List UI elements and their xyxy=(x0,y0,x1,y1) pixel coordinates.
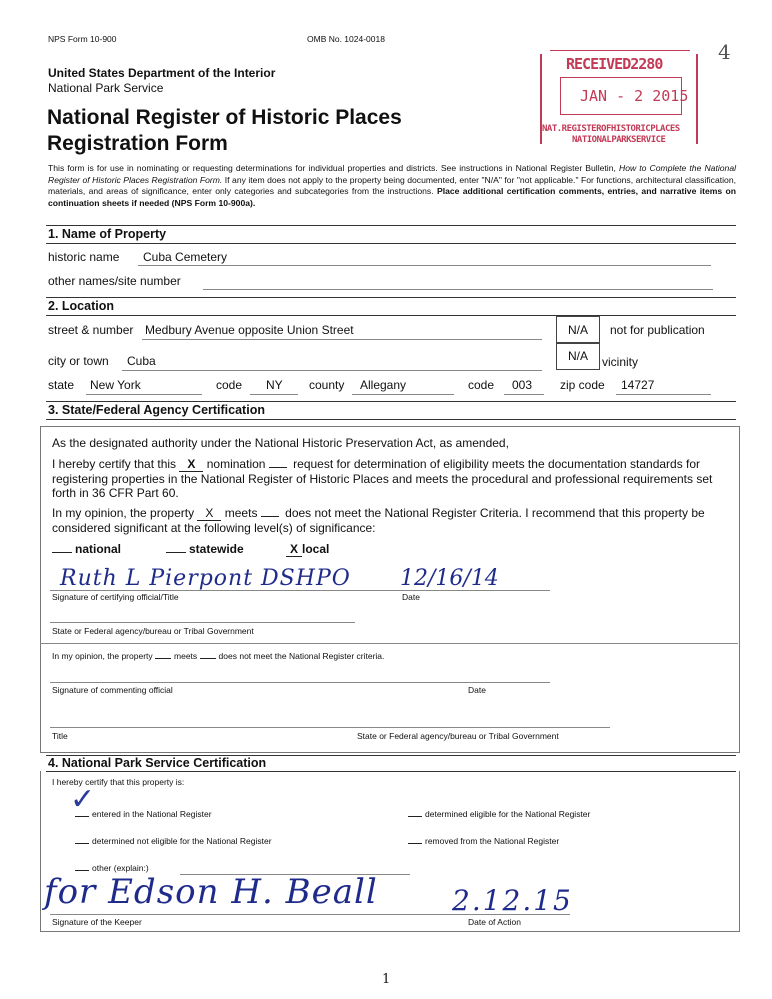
state-code-value: NY xyxy=(266,378,283,392)
not-eligible-blank xyxy=(75,843,89,844)
statewide-blank xyxy=(166,552,186,553)
eligible-blank xyxy=(408,816,422,817)
opinion2-paragraph xyxy=(52,651,384,661)
certifying-signature-line xyxy=(50,590,550,591)
opinion2-divider xyxy=(40,643,738,644)
commenting-signature-label: Signature of commenting official xyxy=(52,685,173,695)
option-not-eligible[interactable] xyxy=(75,836,272,846)
opinion2-text-b: meets xyxy=(174,651,198,661)
stamp-border-right xyxy=(696,54,698,144)
city-value: Cuba xyxy=(127,354,156,368)
section2-heading: 2. Location xyxy=(48,299,114,313)
opinion2-text-c: does not meet the National Register criteria. xyxy=(218,651,385,661)
intro-bold: Place additional certification comments, entries, and narrative items on continuation sheets if needed (NPS Form 10-900a). xyxy=(48,186,737,208)
stamp-line1: NAT.REGISTEROFHISTORICPLACES xyxy=(542,124,680,134)
county-code-value: 003 xyxy=(512,378,533,392)
agency-label: State or Federal agency/bureau or Tribal Government xyxy=(52,626,254,636)
section4-heading: 4. National Park Service Certification xyxy=(48,756,267,770)
service: National Park Service xyxy=(48,81,164,95)
section3-heading: 3. State/Federal Agency Certification xyxy=(48,403,265,417)
does-not-meet-blank[interactable] xyxy=(261,516,279,517)
city-label: city or town xyxy=(48,354,109,368)
meets-checkmark[interactable]: X xyxy=(197,506,221,521)
national-blank xyxy=(52,552,72,553)
omb-number: OMB No. 1024-0018 xyxy=(307,34,385,44)
agency-line xyxy=(50,622,355,623)
certifying-date-label: Date xyxy=(402,592,420,602)
street-label: street & number xyxy=(48,323,134,337)
intro-text-2: If any item does not apply to the property being documented, enter "N/A" for "not applicable." For functions, architectural classification, materials, and areas of significance, enter only categories and subcategories from the instructions. xyxy=(48,174,736,197)
entered-blank xyxy=(75,816,89,817)
received-stamp xyxy=(540,46,698,148)
section2-top-rule xyxy=(46,297,736,298)
nps-certify-text: I hereby certify that this property is: xyxy=(52,777,185,787)
option-other-label: other (explain:) xyxy=(92,863,149,873)
form-number: NPS Form 10-900 xyxy=(48,34,117,44)
local-label: local xyxy=(302,542,330,556)
option-determined-eligible[interactable] xyxy=(408,809,590,819)
option-entered-label: entered in the National Register xyxy=(92,809,212,819)
instructions-paragraph xyxy=(48,163,736,209)
commenting-date-label: Date xyxy=(468,685,486,695)
section2-bottom-rule xyxy=(46,315,736,316)
option-entered[interactable] xyxy=(75,809,212,819)
request-blank[interactable] xyxy=(269,467,287,468)
page-mark: 4 xyxy=(718,40,731,64)
level-local[interactable] xyxy=(286,542,329,557)
other-blank xyxy=(75,870,89,871)
historic-name-label: historic name xyxy=(48,250,120,264)
stamp-received: RECEIVED2280 xyxy=(566,55,663,73)
opinion-paragraph xyxy=(52,506,732,535)
other-names-label: other names/site number xyxy=(48,274,181,288)
county-line xyxy=(352,394,454,395)
street-line xyxy=(142,339,542,340)
certify-text-c: request for determination of eligibility meets the documentation standards for registering properties in the National Register of Historic Places and meets the procedural and professional requirements set forth in 36 CFR Part 60. xyxy=(52,457,713,500)
opinion2-not-meet-blank[interactable] xyxy=(200,658,216,659)
opinion-text-c: does not meet the National Register Criteria. I recommend that this property be considered significant at the following level(s) of significance: xyxy=(52,506,705,535)
level-national[interactable] xyxy=(52,542,121,556)
historic-name-line xyxy=(138,265,711,266)
state-line xyxy=(86,394,202,395)
action-date-label: Date of Action xyxy=(468,917,521,927)
level-statewide[interactable] xyxy=(166,542,244,556)
stamp-date: JAN - 2 2015 xyxy=(580,87,689,105)
authority-text: As the designated authority under the National Historic Preservation Act, as amended, xyxy=(52,436,509,450)
section3-top-rule xyxy=(46,401,736,402)
certify-text-b: nomination xyxy=(206,457,266,471)
entered-checkmark-icon: ✓ xyxy=(70,782,96,817)
option-removed[interactable] xyxy=(408,836,559,846)
opinion2-text-a: In my opinion, the property xyxy=(52,651,153,661)
state-code-line xyxy=(250,394,298,395)
vicinity-label: vicinity xyxy=(602,355,639,369)
state-value: New York xyxy=(90,378,141,392)
stamp-border-top xyxy=(550,50,690,51)
zip-label: zip code xyxy=(560,378,605,392)
section1-bottom-rule xyxy=(46,243,736,244)
section1-heading: 1. Name of Property xyxy=(48,227,167,241)
opinion2-meets-blank[interactable] xyxy=(155,658,171,659)
local-checkmark: X xyxy=(286,542,302,557)
option-eligible-label: determined eligible for the National Register xyxy=(425,809,591,819)
section3-bottom-rule xyxy=(46,419,736,420)
title-line xyxy=(50,727,610,728)
county-value: Allegany xyxy=(360,378,407,392)
statewide-label: statewide xyxy=(189,542,244,556)
not-for-publication-label: not for publication xyxy=(610,323,705,337)
county-label: county xyxy=(309,378,345,392)
certifying-signature: Ruth L Pierpont DSHPO xyxy=(60,566,351,591)
commenting-signature-line xyxy=(50,682,550,683)
department: United States Department of the Interior xyxy=(48,66,276,80)
zip-value: 14727 xyxy=(621,378,655,392)
intro-text-1: This form is for use in nominating or requesting determinations for individual properties and districts. See instructions in National Register Bulletin, xyxy=(48,163,616,173)
opinion-text-a: In my opinion, the property xyxy=(52,506,195,520)
vicinity-box[interactable]: N/A xyxy=(556,342,600,370)
certifying-signature-label: Signature of certifying official/Title xyxy=(52,592,179,602)
county-code-line xyxy=(504,394,544,395)
certify-paragraph xyxy=(52,457,727,500)
city-line xyxy=(122,370,542,371)
zip-line xyxy=(616,394,711,395)
street-value: Medbury Avenue opposite Union Street xyxy=(145,323,354,337)
form-title: National Register of Historic Places xyxy=(47,106,402,129)
keeper-signature: for Edson H. Beall xyxy=(44,872,378,912)
title-label: Title xyxy=(52,731,68,741)
keeper-signature-label: Signature of the Keeper xyxy=(52,917,142,927)
section1-top-rule xyxy=(46,225,736,226)
removed-blank xyxy=(408,843,422,844)
agency2-label: State or Federal agency/bureau or Tribal Government xyxy=(357,731,559,741)
state-label: state xyxy=(48,378,75,392)
action-date: 2.12.15 xyxy=(452,884,573,917)
intro-italic: How to Complete the National Register of Historic Places Registration Form. xyxy=(48,163,737,185)
not-for-publication-box[interactable]: N/A xyxy=(556,316,600,344)
other-names-line xyxy=(203,289,713,290)
historic-name-value: Cuba Cemetery xyxy=(143,250,228,264)
nomination-checkmark[interactable]: X xyxy=(179,457,203,472)
certify-text-a: I hereby certify that this xyxy=(52,457,177,471)
state-code-label: code xyxy=(216,378,243,392)
national-label: national xyxy=(75,542,122,556)
county-code-label: code xyxy=(468,378,495,392)
form-subtitle: Registration Form xyxy=(47,132,228,155)
stamp-line2: NATIONALPARKSERVICE xyxy=(572,135,666,145)
option-not-eligible-label: determined not eligible for the National Register xyxy=(92,836,272,846)
option-removed-label: removed from the National Register xyxy=(425,836,560,846)
page-number: 1 xyxy=(382,972,391,987)
keeper-signature-line xyxy=(50,914,570,915)
certifying-date: 12/16/14 xyxy=(400,566,499,591)
opinion-text-b: meets xyxy=(224,506,258,520)
